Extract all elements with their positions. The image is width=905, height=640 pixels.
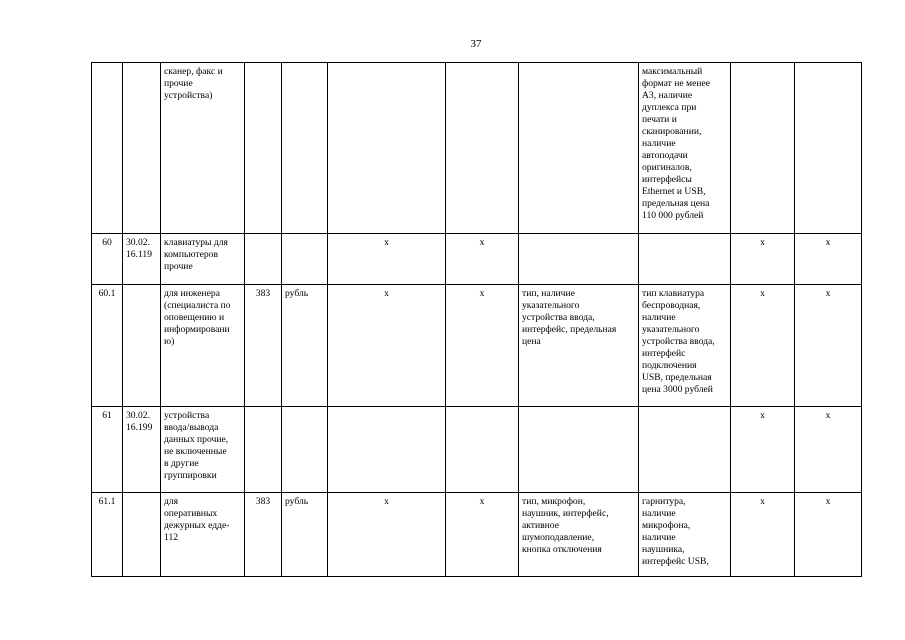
table-row xyxy=(92,407,862,493)
col6-value: x xyxy=(328,234,446,285)
col7-value: x xyxy=(446,285,519,407)
item-name: клавиатуры для компьютеров прочие xyxy=(161,234,245,285)
characteristic-name: тип, наличие указательного устройства ввода, интерфейс, предельная цена xyxy=(519,285,639,407)
row-number: 61.1 xyxy=(92,493,123,577)
unit-name xyxy=(282,63,328,234)
row-number: 60.1 xyxy=(92,285,123,407)
col6-value: x xyxy=(328,493,446,577)
col11-value: x xyxy=(795,285,862,407)
col10-value: x xyxy=(731,285,795,407)
page-number: 37 xyxy=(470,38,482,50)
characteristic-value: гарнитура, наличие микрофона, наличие наушника, интерфейс USB, xyxy=(639,493,731,577)
col6-value xyxy=(328,407,446,493)
characteristic-name: тип, микрофон, наушник, интерфейс, активное шумоподавление, кнопка отключения xyxy=(519,493,639,577)
characteristic-name xyxy=(519,63,639,234)
col10-value xyxy=(731,63,795,234)
item-name: для оперативных дежурных едде- 112 xyxy=(161,493,245,577)
row-number xyxy=(92,63,123,234)
col7-value: x xyxy=(446,493,519,577)
col10-value: x xyxy=(731,493,795,577)
table-row xyxy=(92,493,862,577)
col10-value: x xyxy=(731,407,795,493)
col11-value: x xyxy=(795,234,862,285)
item-name: для инженера (специалиста по оповещению и информировани ю) xyxy=(161,285,245,407)
okei-code xyxy=(245,407,282,493)
okei-code xyxy=(245,234,282,285)
col6-value xyxy=(328,63,446,234)
characteristic-value: тип клавиатура беспроводная, наличие указательного устройства ввода, интерфейс подключения USB, предельная цена 3000 рублей xyxy=(639,285,731,407)
col6-value: x xyxy=(328,285,446,407)
table-row xyxy=(92,63,862,234)
characteristic-name xyxy=(519,234,639,285)
col7-value xyxy=(446,407,519,493)
characteristic-value xyxy=(639,234,731,285)
okpd-code xyxy=(123,493,161,577)
okpd-code xyxy=(123,285,161,407)
okpd-code: 30.02. 16.199 xyxy=(123,407,161,493)
table-row xyxy=(92,234,862,285)
unit-name: рубль xyxy=(282,285,328,407)
characteristic-name xyxy=(519,407,639,493)
characteristic-value xyxy=(639,407,731,493)
okei-code: 383 xyxy=(245,493,282,577)
col11-value: x xyxy=(795,407,862,493)
okei-code xyxy=(245,63,282,234)
col7-value xyxy=(446,63,519,234)
characteristic-value: максимальный формат не менее А3, наличие дуплекса при печати и сканировании, наличие автоподачи оригиналов, интерфейсы Ethernet и USB, предельная цена 110 000 рублей xyxy=(639,63,731,234)
unit-name xyxy=(282,234,328,285)
col11-value: x xyxy=(795,493,862,577)
unit-name xyxy=(282,407,328,493)
row-number: 60 xyxy=(92,234,123,285)
procurement-table xyxy=(91,62,862,577)
okpd-code xyxy=(123,63,161,234)
col11-value xyxy=(795,63,862,234)
col7-value: x xyxy=(446,234,519,285)
okpd-code: 30.02. 16.119 xyxy=(123,234,161,285)
unit-name: рубль xyxy=(282,493,328,577)
table-row xyxy=(92,285,862,407)
item-name: устройства ввода/вывода данных прочие, не включенные в другие группировки xyxy=(161,407,245,493)
item-name: сканер, факс и прочие устройства) xyxy=(161,63,245,234)
okei-code: 383 xyxy=(245,285,282,407)
row-number: 61 xyxy=(92,407,123,493)
col10-value: x xyxy=(731,234,795,285)
